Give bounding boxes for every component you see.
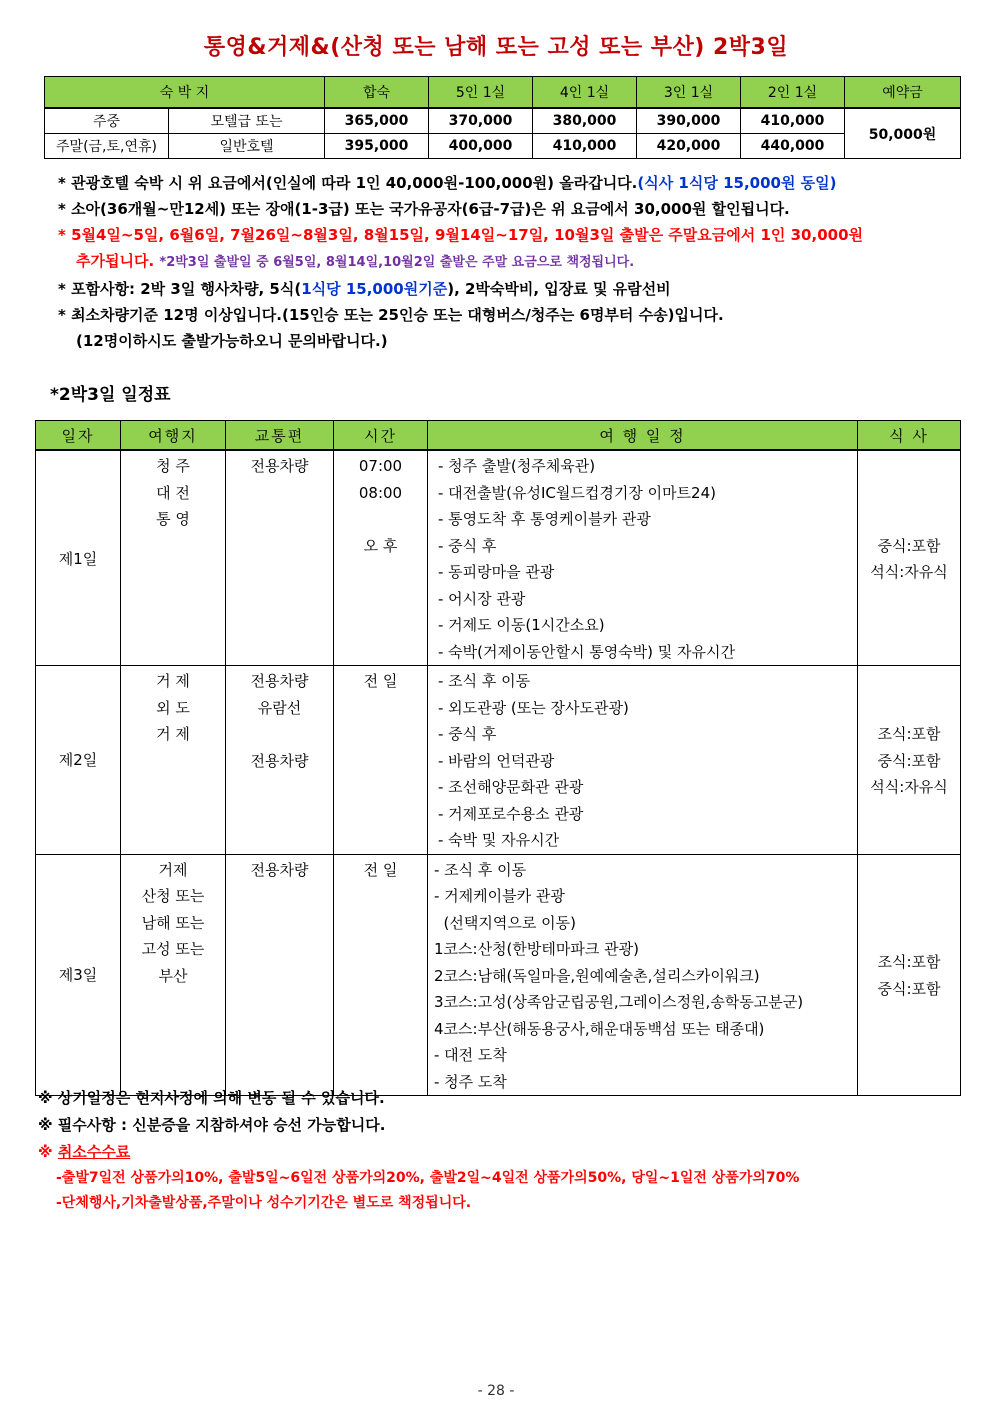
cell-line: 전용차량 bbox=[250, 457, 309, 475]
cell-line bbox=[226, 721, 333, 748]
day-label: 제3일 bbox=[36, 854, 121, 1096]
price-header-4: 4인 1실 bbox=[533, 77, 637, 109]
note-surcharge-cont bbox=[58, 248, 958, 276]
cell-line: 외 도 bbox=[156, 698, 190, 717]
time-cell bbox=[334, 666, 428, 855]
transport-cell bbox=[226, 854, 334, 1096]
footer-cancel-rates: -출발7일전 상품가의10%, 출발5일~6일전 상품가의20%, 출발2일~4일전 상품가의50%, 당일~1일전 상품가의70% bbox=[56, 1170, 800, 1186]
price-day: 주말(금,토,연휴) bbox=[45, 134, 169, 159]
note-surcharge: * 5월4일~5일, 6월6일, 7월26일~8월3일, 8월15일, 9월14일~17일, 10월3일 출발은 주말요금에서 1인 30,000원 bbox=[58, 226, 863, 244]
schedule-header: 일자 bbox=[36, 421, 121, 451]
cell-line: 대 전 bbox=[156, 483, 190, 502]
cell-line: - 대전 도착 bbox=[434, 1046, 507, 1064]
note-meal-price: 1식당 15,000원기준 bbox=[301, 280, 448, 298]
cell-line: - 중식 후 bbox=[438, 725, 497, 743]
cell-line: - 청주 도착 bbox=[434, 1072, 507, 1091]
cell-line: 전 일 bbox=[363, 672, 398, 690]
cell-line: 3코스:고성(상족암군립공원,그레이스정원,송학동고분군) bbox=[434, 993, 804, 1011]
footer-id-required: ※ 필수사항 : 신분증을 지참하셔야 승선 가능합니다. bbox=[38, 1116, 386, 1134]
price-row-weekend bbox=[45, 134, 961, 159]
price-cell: 440,000 bbox=[741, 134, 845, 159]
cell-line: - 거제도 이동(1시간소요) bbox=[438, 616, 605, 634]
time-cell bbox=[334, 854, 428, 1096]
note-minimum: * 최소차량기준 12명 이상입니다.(15인승 또는 25인승 또는 대형버스/청주는 6명부터 수송)입니다. bbox=[58, 306, 724, 324]
note-discount: * 소아(36개월~만12세) 또는 장애(1-3급) 또는 국가유공자(6급-7급)은 위 요금에서 30,000원 할인됩니다. bbox=[58, 200, 790, 218]
cell-line: - 동피랑마을 관광 bbox=[438, 563, 555, 581]
activities-cell bbox=[428, 666, 858, 855]
places-cell bbox=[121, 854, 226, 1096]
cell-line: - 숙박(거제이동안할시 통영숙박) 및 자유시간 bbox=[438, 642, 736, 661]
places-cell bbox=[121, 450, 226, 666]
day-label: 제1일 bbox=[36, 450, 121, 666]
cell-line: - 통영도착 후 통영케이블카 관광 bbox=[438, 510, 651, 528]
cell-line: (선택지역으로 이동) bbox=[434, 913, 576, 932]
cell-line: - 청주 출발(청주체육관) bbox=[438, 457, 596, 475]
cell-line: 조식:포함 bbox=[877, 725, 941, 743]
cell-line: 4코스:부산(해동용궁사,해운대동백섬 또는 태종대) bbox=[434, 1019, 765, 1038]
price-header-group: 합숙 bbox=[325, 77, 429, 109]
meals-cell bbox=[858, 450, 961, 666]
price-day: 주중 bbox=[45, 108, 169, 134]
cell-line: - 바람의 언덕관광 bbox=[438, 751, 555, 770]
meals-cell bbox=[858, 854, 961, 1096]
cancel-fee-label: 취소수수료 bbox=[57, 1143, 131, 1161]
cell-line: - 조식 후 이동 bbox=[438, 672, 531, 690]
cell-line: - 외도관광 (또는 장사도관광) bbox=[438, 698, 629, 717]
cell-line: 부산 bbox=[158, 966, 188, 985]
note-text: * 포함사항: 2박 3일 행사차량, 5식( bbox=[58, 280, 302, 298]
cell-line: 중식:포함 bbox=[877, 536, 941, 555]
price-table bbox=[44, 76, 961, 159]
footer-notes bbox=[38, 1085, 799, 1216]
price-cell: 370,000 bbox=[429, 108, 533, 134]
footer-group-note: -단체행사,기차출발상품,주말이나 성수기기간은 별도로 책정됩니다. bbox=[56, 1195, 472, 1211]
cell-line: 유람선 bbox=[257, 698, 302, 717]
cell-line: 석식:자유식 bbox=[870, 778, 948, 796]
day-label: 제2일 bbox=[36, 666, 121, 855]
schedule-header: 여행지 bbox=[121, 421, 226, 451]
notes-block bbox=[58, 170, 958, 354]
cell-line: - 거제포로수용소 관광 bbox=[438, 804, 584, 823]
schedule-table bbox=[35, 420, 961, 1096]
cell-line: 전용차량 bbox=[250, 751, 309, 770]
cell-line: 08:00 bbox=[358, 483, 403, 502]
price-cell: 395,000 bbox=[325, 134, 429, 159]
cell-line: - 거제케이블카 관광 bbox=[434, 887, 565, 905]
price-cell: 410,000 bbox=[533, 134, 637, 159]
page-title: 통영&거제&(산청 또는 남해 또는 고성 또는 부산) 2박3일 bbox=[203, 35, 789, 60]
cell-line: 2코스:남해(독일마을,원예예술촌,설리스카이워크) bbox=[434, 966, 760, 985]
note-hotel bbox=[58, 170, 958, 196]
activities-cell bbox=[428, 450, 858, 666]
cell-line: 석식:자유식 bbox=[870, 563, 948, 581]
cell-line: 07:00 bbox=[358, 457, 403, 475]
cell-line: 전용차량 bbox=[250, 672, 309, 690]
cell-line: 오 후 bbox=[363, 536, 398, 555]
note-meal-price: (식사 1식당 15,000원 동일) bbox=[637, 174, 837, 192]
cell-line: 거 제 bbox=[156, 725, 190, 743]
price-cell: 410,000 bbox=[741, 108, 845, 134]
price-cell: 390,000 bbox=[637, 108, 741, 134]
meals-cell bbox=[858, 666, 961, 855]
price-cell: 380,000 bbox=[533, 108, 637, 134]
price-cell: 365,000 bbox=[325, 108, 429, 134]
schedule-title: *2박3일 일정표 bbox=[50, 385, 171, 405]
note-text: 추가됩니다. bbox=[76, 252, 155, 270]
schedule-day-row bbox=[36, 450, 961, 666]
price-cell: 420,000 bbox=[637, 134, 741, 159]
cell-line: - 중식 후 bbox=[438, 536, 497, 555]
cell-line: - 조선해양문화관 관광 bbox=[438, 778, 584, 796]
price-header-3: 3인 1실 bbox=[637, 77, 741, 109]
cell-line: 청 주 bbox=[156, 457, 190, 475]
note-text: * 관광호텔 숙박 시 위 요금에서(인실에 따라 1인 40,000원-100,000원) 올라갑니다. bbox=[58, 174, 638, 192]
price-header-5: 5인 1실 bbox=[429, 77, 533, 109]
page-number: - 28 - bbox=[477, 1383, 515, 1399]
cell-line: 남해 또는 bbox=[141, 913, 205, 932]
schedule-day-row bbox=[36, 854, 961, 1096]
places-cell bbox=[121, 666, 226, 855]
cell-line: 거제 bbox=[158, 860, 188, 879]
price-header-lodging: 숙 박 지 bbox=[45, 77, 325, 109]
cell-line: 조식:포함 bbox=[877, 953, 941, 972]
time-cell bbox=[334, 450, 428, 666]
footer-change-notice: ※ 상기일정은 현지사정에 의해 변동 될 수 있습니다. bbox=[38, 1089, 385, 1107]
cell-line: 산청 또는 bbox=[141, 887, 205, 905]
schedule-header: 교통편 bbox=[226, 421, 334, 451]
schedule-header: 식 사 bbox=[858, 421, 961, 451]
cell-line: 통 영 bbox=[156, 510, 190, 528]
footer-cancel-title bbox=[38, 1139, 799, 1166]
cell-line: 중식:포함 bbox=[877, 979, 941, 998]
price-header-deposit: 예약금 bbox=[845, 77, 961, 109]
note-mark: ※ bbox=[38, 1143, 58, 1161]
price-lodging: 일반호텔 bbox=[169, 134, 325, 159]
note-included bbox=[58, 276, 958, 302]
cell-line: - 어시장 관광 bbox=[438, 589, 526, 608]
schedule-day-row bbox=[36, 666, 961, 855]
price-row-weekday bbox=[45, 108, 961, 134]
cell-line: 전용차량 bbox=[250, 860, 309, 879]
transport-cell bbox=[226, 450, 334, 666]
transport-cell bbox=[226, 666, 334, 855]
schedule-header: 여 행 일 정 bbox=[428, 421, 858, 451]
cell-line: 전 일 bbox=[363, 860, 398, 879]
cell-line: 고성 또는 bbox=[141, 940, 205, 958]
cell-line bbox=[334, 506, 427, 533]
price-deposit: 50,000원 bbox=[845, 108, 961, 159]
price-cell: 400,000 bbox=[429, 134, 533, 159]
cell-line: 거 제 bbox=[156, 672, 190, 690]
cell-line: 중식:포함 bbox=[877, 751, 941, 770]
cell-line: 1코스:산청(한방테마파크 관광) bbox=[434, 940, 639, 958]
activities-cell bbox=[428, 854, 858, 1096]
price-header-2: 2인 1실 bbox=[741, 77, 845, 109]
note-text: ), 2박숙박비, 입장료 및 유람선비 bbox=[447, 280, 671, 298]
price-lodging: 모텔급 또는 bbox=[169, 108, 325, 134]
cell-line: - 숙박 및 자유시간 bbox=[438, 831, 560, 849]
note-weekend-rate: *2박3일 출발일 중 6월5일, 8월14일,10월2일 출발은 주말 요금으로 책정됩니다. bbox=[159, 255, 635, 270]
schedule-header: 시간 bbox=[334, 421, 428, 451]
cell-line: - 조식 후 이동 bbox=[434, 860, 527, 879]
note-inquiry: (12명이하시도 출발가능하오니 문의바랍니다.) bbox=[76, 332, 388, 350]
cell-line: - 대전출발(유성IC월드컵경기장 이마트24) bbox=[438, 483, 716, 502]
